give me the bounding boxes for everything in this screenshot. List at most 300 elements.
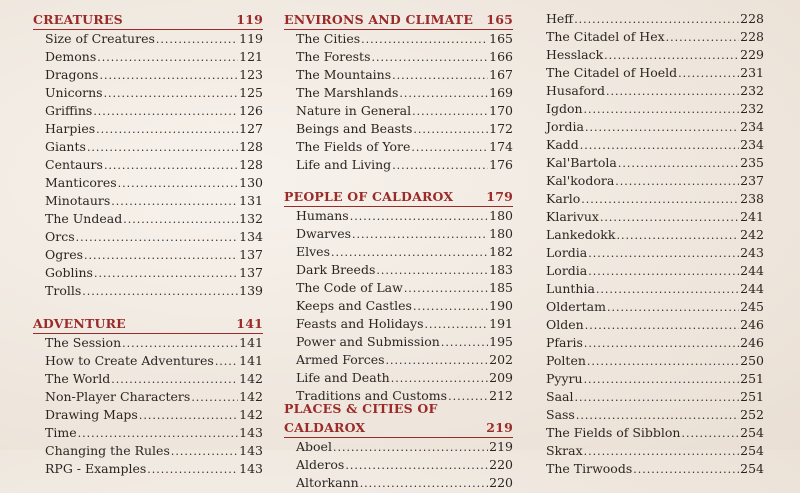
entry-list: [546, 10, 764, 478]
dot-leader: [156, 31, 238, 49]
entry-page-number: 190: [489, 298, 513, 313]
dot-leader: [352, 226, 488, 244]
entry-title: Kal'kodora: [546, 173, 615, 188]
entry-title: Goblins: [45, 265, 93, 280]
dot-leader: [99, 67, 238, 85]
entry-page-number: 131: [239, 193, 263, 208]
entry-page-number: 180: [489, 208, 513, 223]
dot-leader: [411, 139, 488, 157]
toc-entry[interactable]: [296, 438, 513, 456]
toc-entry[interactable]: [296, 66, 513, 84]
entry-page-number: 245: [740, 299, 764, 314]
toc-entry[interactable]: [296, 84, 513, 102]
section-heading[interactable]: [284, 10, 513, 30]
toc-entry[interactable]: [296, 351, 513, 369]
entry-page-number: 191: [489, 316, 513, 331]
toc-entry[interactable]: [45, 192, 263, 210]
toc-entry[interactable]: [296, 138, 513, 156]
entry-title: Traditions and Customs: [296, 388, 448, 403]
entry-title: Life and Death: [296, 370, 390, 385]
entry-title: Altorkann: [296, 475, 359, 490]
entry-title: Orcs: [45, 229, 75, 244]
entry-title: Demons: [45, 49, 97, 64]
dot-leader: [584, 335, 739, 353]
toc-entry[interactable]: [546, 298, 764, 316]
entry-page-number: 128: [239, 139, 263, 154]
dot-leader: [376, 262, 488, 280]
dot-leader: [666, 29, 740, 47]
section-adventure: [33, 314, 263, 478]
section-title: ENVIRONS AND CLIMATE: [284, 12, 474, 27]
toc-entry[interactable]: [546, 154, 764, 172]
entry-title: Life and Living: [296, 157, 392, 172]
toc-entry[interactable]: [546, 136, 764, 154]
entry-title: Humans: [296, 208, 349, 223]
entry-title: Aboel: [296, 439, 332, 454]
toc-entry[interactable]: [546, 226, 764, 244]
dot-leader: [361, 31, 488, 49]
toc-entry[interactable]: [45, 66, 263, 84]
dot-leader: [607, 299, 739, 317]
toc-entry[interactable]: [546, 370, 764, 388]
entry-page-number: 242: [740, 227, 764, 242]
entry-page-number: 141: [239, 353, 263, 368]
dot-leader: [139, 407, 238, 425]
entry-list: [284, 207, 513, 405]
dot-leader: [585, 119, 739, 137]
entry-title: Unicorns: [45, 85, 103, 100]
dot-leader: [584, 443, 740, 461]
section-heading[interactable]: [33, 314, 263, 334]
dot-leader: [87, 139, 238, 157]
dot-leader: [345, 457, 488, 475]
entry-title: Sass: [546, 407, 575, 422]
dot-leader: [104, 157, 238, 175]
entry-title: Karlo: [546, 191, 581, 206]
section-places-continued: [546, 10, 764, 478]
entry-page-number: 234: [740, 137, 764, 152]
entry-page-number: 137: [239, 247, 263, 262]
toc-entry[interactable]: [45, 246, 263, 264]
toc-entry[interactable]: [45, 370, 263, 388]
entry-page-number: 130: [239, 175, 263, 190]
entry-title: Elves: [296, 244, 330, 259]
dot-leader: [399, 85, 488, 103]
entry-page-number: 202: [489, 352, 513, 367]
toc-entry[interactable]: [546, 424, 764, 442]
toc-entry[interactable]: [546, 118, 764, 136]
entry-title: Beings and Beasts: [296, 121, 413, 136]
entry-page-number: 167: [489, 67, 513, 82]
toc-entry[interactable]: [546, 46, 764, 64]
dot-leader: [386, 352, 489, 370]
entry-title: Skrax: [546, 443, 583, 458]
entry-title: The Citadel of Hex: [546, 29, 665, 44]
entry-list: [284, 30, 513, 174]
entry-page-number: 137: [239, 265, 263, 280]
entry-title: The Fields of Sibblon: [546, 425, 681, 440]
entry-title: Time: [45, 425, 77, 440]
section-heading[interactable]: [284, 401, 513, 438]
toc-entry[interactable]: [546, 244, 764, 262]
toc-entry[interactable]: [45, 210, 263, 228]
entry-page-number: 254: [740, 461, 764, 476]
toc-entry[interactable]: [546, 316, 764, 334]
dot-leader: [580, 137, 739, 155]
toc-entry[interactable]: [45, 228, 263, 246]
entry-title: Power and Submission: [296, 334, 440, 349]
toc-entry[interactable]: [296, 156, 513, 174]
dot-leader: [615, 173, 739, 191]
dot-leader: [404, 280, 488, 298]
entry-page-number: 232: [740, 83, 764, 98]
entry-page-number: 244: [740, 263, 764, 278]
entry-page-number: 212: [489, 388, 513, 403]
entry-page-number: 142: [239, 407, 263, 422]
entry-title: The Tirwoods: [546, 461, 633, 476]
entry-page-number: 246: [740, 335, 764, 350]
entry-page-number: 165: [489, 31, 513, 46]
dot-leader: [191, 389, 238, 407]
dot-leader: [122, 335, 238, 353]
dot-leader: [215, 353, 238, 371]
entry-page-number: 134: [239, 229, 263, 244]
entry-title: Heff: [546, 11, 574, 26]
entry-title: Husaford: [546, 83, 605, 98]
dot-leader: [96, 121, 238, 139]
toc-column-2: [284, 10, 513, 492]
toc-entry[interactable]: [45, 84, 263, 102]
toc-entry[interactable]: [45, 406, 263, 424]
entry-page-number: 143: [239, 461, 263, 476]
entry-title: Size of Creatures: [45, 31, 155, 46]
toc-entry[interactable]: [45, 282, 263, 300]
toc-column-1: [33, 10, 263, 478]
dot-leader: [616, 227, 739, 245]
toc-entry[interactable]: [45, 460, 263, 478]
toc-entry[interactable]: [296, 474, 513, 492]
entry-page-number: 169: [489, 85, 513, 100]
section-page-number: 141: [236, 316, 263, 331]
entry-page-number: 142: [239, 389, 263, 404]
entry-page-number: 126: [239, 103, 263, 118]
dot-leader: [93, 103, 238, 121]
entry-title: The Marshlands: [296, 85, 399, 100]
dot-leader: [350, 208, 488, 226]
dot-leader: [584, 371, 740, 389]
section-environs-and-climate: [284, 10, 513, 174]
toc-entry[interactable]: [546, 352, 764, 370]
entry-title: Drawing Maps: [45, 407, 138, 422]
section-title: ADVENTURE: [33, 316, 126, 331]
entry-title: Kadd: [546, 137, 579, 152]
toc-column-3: [546, 10, 764, 478]
dot-leader: [82, 283, 238, 301]
toc-entry[interactable]: [296, 243, 513, 261]
entry-title: Non-Player Characters: [45, 389, 191, 404]
section-places-and-cities: [284, 401, 513, 492]
dot-leader: [585, 317, 739, 335]
dot-leader: [574, 11, 739, 29]
entry-page-number: 235: [740, 155, 764, 170]
entry-page-number: 142: [239, 371, 263, 386]
toc-entry[interactable]: [296, 456, 513, 474]
toc-entry[interactable]: [45, 156, 263, 174]
dot-leader: [588, 263, 739, 281]
entry-page-number: 143: [239, 443, 263, 458]
entry-title: Lordia: [546, 263, 588, 278]
dot-leader: [333, 439, 488, 457]
entry-page-number: 180: [489, 226, 513, 241]
entry-page-number: 132: [239, 211, 263, 226]
toc-entry[interactable]: [546, 82, 764, 100]
toc-entry[interactable]: [546, 208, 764, 226]
toc-entry[interactable]: [296, 261, 513, 279]
dot-leader: [171, 443, 238, 461]
dot-leader: [413, 298, 488, 316]
entry-page-number: 246: [740, 317, 764, 332]
dot-leader: [331, 244, 488, 262]
toc-entry[interactable]: [546, 190, 764, 208]
entry-page-number: 119: [239, 31, 263, 46]
toc-entry[interactable]: [296, 297, 513, 315]
entry-page-number: 128: [239, 157, 263, 172]
entry-title: Pyyru: [546, 371, 583, 386]
dot-leader: [118, 175, 239, 193]
entry-page-number: 237: [740, 173, 764, 188]
toc-entry[interactable]: [546, 64, 764, 82]
entry-title: The Cities: [296, 31, 361, 46]
toc-entry[interactable]: [45, 120, 263, 138]
entry-title: Feasts and Holidays: [296, 316, 424, 331]
dot-leader: [600, 209, 739, 227]
toc-entry[interactable]: [296, 207, 513, 225]
dot-leader: [581, 191, 739, 209]
toc-entry[interactable]: [45, 388, 263, 406]
toc-entry[interactable]: [546, 10, 764, 28]
entry-page-number: 238: [740, 191, 764, 206]
entry-page-number: 166: [489, 49, 513, 64]
toc-entry[interactable]: [546, 172, 764, 190]
dot-leader: [392, 67, 488, 85]
entry-title: Oldertam: [546, 299, 606, 314]
entry-page-number: 251: [740, 371, 764, 386]
entry-page-number: 182: [489, 244, 513, 259]
entry-title: Armed Forces: [296, 352, 385, 367]
entry-page-number: 241: [740, 209, 764, 224]
dot-leader: [84, 247, 238, 265]
dot-leader: [123, 211, 238, 229]
dot-leader: [681, 425, 739, 443]
entry-page-number: 231: [740, 65, 764, 80]
dot-leader: [372, 49, 489, 67]
toc-entry[interactable]: [45, 138, 263, 156]
dot-leader: [412, 103, 488, 121]
toc-entry[interactable]: [546, 100, 764, 118]
dot-leader: [606, 83, 739, 101]
toc-entry[interactable]: [45, 174, 263, 192]
entry-title: Polten: [546, 353, 586, 368]
dot-leader: [574, 389, 739, 407]
section-people-of-caldarox: [284, 187, 513, 405]
toc-entry[interactable]: [45, 334, 263, 352]
toc-entry[interactable]: [45, 48, 263, 66]
entry-page-number: 209: [489, 370, 513, 385]
toc-entry[interactable]: [546, 262, 764, 280]
dot-leader: [584, 101, 740, 119]
entry-title: The Session: [45, 335, 122, 350]
dot-leader: [604, 47, 739, 65]
entry-title: Harpies: [45, 121, 96, 136]
dot-leader: [111, 371, 238, 389]
dot-leader: [360, 475, 488, 493]
toc-entry[interactable]: [45, 102, 263, 120]
entry-page-number: 195: [489, 334, 513, 349]
dot-leader: [425, 316, 489, 334]
entry-title: The Undead: [45, 211, 123, 226]
section-page-number: 179: [486, 189, 513, 204]
entry-title: Hesslack: [546, 47, 604, 62]
section-title: PEOPLE OF CALDAROX: [284, 189, 454, 204]
section-page-number: 119: [236, 12, 263, 27]
toc-entry[interactable]: [45, 352, 263, 370]
toc-entry[interactable]: [546, 280, 764, 298]
entry-page-number: 234: [740, 119, 764, 134]
toc-entry[interactable]: [296, 30, 513, 48]
toc-entry[interactable]: [546, 442, 764, 460]
toc-entry[interactable]: [296, 120, 513, 138]
section-heading[interactable]: [33, 10, 263, 30]
entry-page-number: 254: [740, 425, 764, 440]
entry-title: Kal'Bartola: [546, 155, 617, 170]
entry-page-number: 121: [239, 49, 263, 64]
entry-title: Giants: [45, 139, 86, 154]
entry-page-number: 254: [740, 443, 764, 458]
dot-leader: [678, 65, 739, 83]
entry-page-number: 219: [489, 439, 513, 454]
entry-title: Olden: [546, 317, 584, 332]
entry-title: Dwarves: [296, 226, 352, 241]
toc-entry[interactable]: [45, 30, 263, 48]
entry-title: Griffins: [45, 103, 93, 118]
section-title: CREATURES: [33, 12, 123, 27]
entry-title: Lunthia: [546, 281, 595, 296]
entry-page-number: 172: [489, 121, 513, 136]
entry-page-number: 176: [489, 157, 513, 172]
entry-list: [33, 30, 263, 300]
entry-page-number: 220: [489, 457, 513, 472]
entry-page-number: 243: [740, 245, 764, 260]
toc-entry[interactable]: [546, 406, 764, 424]
entry-page-number: 170: [489, 103, 513, 118]
toc-entry[interactable]: [296, 48, 513, 66]
entry-title: Centaurs: [45, 157, 103, 172]
dot-leader: [587, 353, 739, 371]
entry-title: Saal: [546, 389, 574, 404]
dot-leader: [588, 245, 739, 263]
section-title: PLACES & CITIES OF CALDAROX: [284, 401, 438, 435]
toc-entry[interactable]: [546, 28, 764, 46]
dot-leader: [104, 85, 239, 103]
entry-page-number: 185: [489, 280, 513, 295]
entry-title: Klarivux: [546, 209, 599, 224]
dot-leader: [391, 370, 488, 388]
entry-page-number: 229: [740, 47, 764, 62]
entry-title: The Code of Law: [296, 280, 403, 295]
entry-title: The Fields of Yore: [296, 139, 411, 154]
entry-page-number: 143: [239, 425, 263, 440]
entry-title: The World: [45, 371, 111, 386]
entry-list: [284, 438, 513, 492]
entry-page-number: 251: [740, 389, 764, 404]
toc-entry[interactable]: [546, 460, 764, 478]
section-creatures: [33, 10, 263, 300]
toc-entry[interactable]: [45, 442, 263, 460]
entry-title: Alderos: [296, 457, 345, 472]
entry-title: Dark Breeds: [296, 262, 376, 277]
entry-title: Keeps and Castles: [296, 298, 412, 313]
dot-leader: [413, 121, 488, 139]
entry-page-number: 232: [740, 101, 764, 116]
section-page-number: 219: [486, 420, 513, 435]
entry-title: Manticores: [45, 175, 117, 190]
dot-leader: [392, 157, 488, 175]
entry-title: Dragons: [45, 67, 99, 82]
entry-page-number: 127: [239, 121, 263, 136]
toc-entry[interactable]: [296, 333, 513, 351]
toc-entry[interactable]: [546, 334, 764, 352]
entry-list: [33, 334, 263, 478]
dot-leader: [94, 265, 238, 283]
entry-title: Ogres: [45, 247, 84, 262]
entry-title: The Forests: [296, 49, 371, 64]
section-heading[interactable]: [284, 187, 513, 207]
dot-leader: [78, 425, 239, 443]
toc-entry[interactable]: [45, 264, 263, 282]
toc-entry[interactable]: [296, 279, 513, 297]
entry-title: Nature in General: [296, 103, 412, 118]
toc-entry[interactable]: [296, 225, 513, 243]
toc-entry[interactable]: [296, 315, 513, 333]
entry-page-number: 220: [489, 475, 513, 490]
entry-page-number: 123: [239, 67, 263, 82]
toc-entry[interactable]: [296, 102, 513, 120]
dot-leader: [633, 461, 739, 479]
toc-entry[interactable]: [546, 388, 764, 406]
entry-page-number: 252: [740, 407, 764, 422]
dot-leader: [97, 49, 238, 67]
entry-title: Changing the Rules: [45, 443, 170, 458]
toc-entry[interactable]: [296, 369, 513, 387]
entry-page-number: 244: [740, 281, 764, 296]
dot-leader: [618, 155, 739, 173]
toc-entry[interactable]: [45, 424, 263, 442]
dot-leader: [576, 407, 739, 425]
entry-title: Trolls: [45, 283, 82, 298]
entry-page-number: 183: [489, 262, 513, 277]
dot-leader: [147, 461, 238, 479]
entry-title: Pfaris: [546, 335, 583, 350]
entry-title: Igdon: [546, 101, 583, 116]
dot-leader: [111, 193, 238, 211]
entry-title: The Citadel of Hoeld: [546, 65, 678, 80]
entry-title: How to Create Adventures: [45, 353, 214, 368]
entry-title: Lordia: [546, 245, 588, 260]
entry-page-number: 250: [740, 353, 764, 368]
entry-title: Lankedokk: [546, 227, 616, 242]
entry-title: The Mountains: [296, 67, 392, 82]
dot-leader: [441, 334, 488, 352]
